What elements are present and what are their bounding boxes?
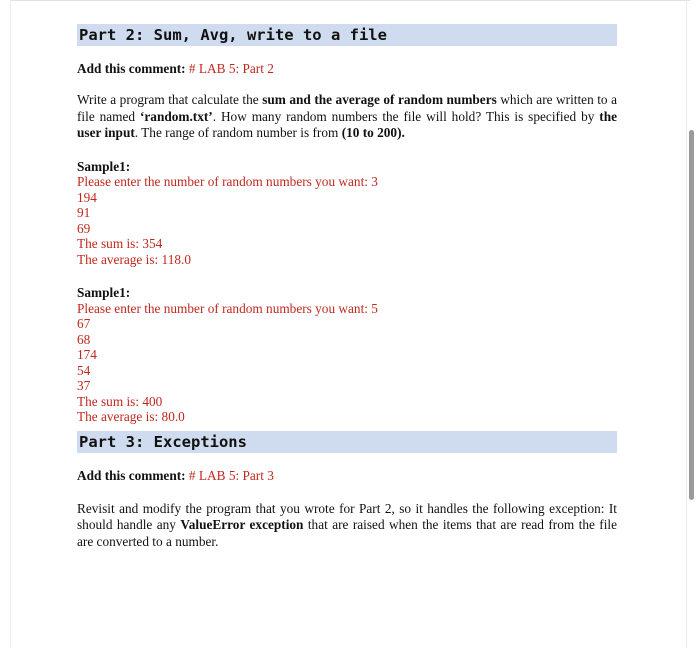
part3-heading: Part 3: Exceptions	[77, 431, 617, 453]
page-top-border	[10, 0, 690, 1]
part2-description	[77, 92, 617, 142]
sample-number: 194	[77, 189, 97, 205]
comment-label: Add this comment:	[77, 467, 186, 483]
sample-number: 54	[77, 362, 91, 378]
sample-sum: The sum is: 400	[77, 393, 163, 409]
sample-number: 91	[77, 205, 91, 220]
para-bold: (10 to 200).	[341, 125, 405, 140]
comment-value: # LAB 5: Part 2	[188, 61, 274, 76]
part2-comment-instruction	[77, 60, 617, 78]
para-text: . How many random numbers the file will hold? This is specified by	[212, 108, 600, 124]
sample-title: Sample1:	[77, 158, 131, 174]
sample-prompt: Please enter the number of random numbers you want: 3	[77, 174, 378, 189]
document-body	[77, 24, 617, 550]
sample-number: 67	[77, 316, 91, 331]
para-bold: ‘random.txt’	[139, 108, 213, 124]
sample-number: 69	[77, 220, 91, 236]
para-text: which are written to a file named	[77, 92, 617, 124]
sample-number: 174	[77, 347, 97, 362]
sample-average: The average is: 118.0	[77, 251, 191, 267]
para-bold: ValueError exception	[180, 517, 304, 532]
page-left-border	[10, 0, 11, 648]
sample-block-1	[77, 159, 617, 268]
part3-comment-instruction	[77, 467, 617, 485]
sample-number: 37	[77, 378, 91, 393]
comment-label: Add this comment:	[77, 61, 186, 76]
sample-sum: The sum is: 354	[77, 236, 163, 251]
para-text: Revisit and modify the program that you wrote for Part 2, so it handles the following exception: It should handle any	[77, 500, 617, 532]
sample-block-2	[77, 285, 617, 425]
para-text: Write a program that calculate the	[77, 92, 263, 107]
sample-average: The average is: 80.0	[77, 409, 185, 424]
para-bold: sum and the average of random numbers	[262, 92, 497, 107]
part2-heading: Part 2: Sum, Avg, write to a file	[77, 24, 617, 46]
sample-prompt: Please enter the number of random numbers you want: 5	[77, 300, 378, 316]
para-text: . The range of random number is from	[134, 125, 342, 140]
sample-number: 68	[77, 331, 91, 347]
para-text: that are raised when the items that are read from the file are converted to a number.	[77, 517, 617, 549]
vertical-scrollbar[interactable]	[689, 130, 694, 500]
para-bold: the user input	[77, 108, 618, 140]
comment-value: # LAB 5: Part 3	[188, 467, 274, 483]
sample-title: Sample1:	[77, 285, 131, 300]
page-right-border	[686, 0, 687, 648]
part3-description	[77, 501, 617, 551]
